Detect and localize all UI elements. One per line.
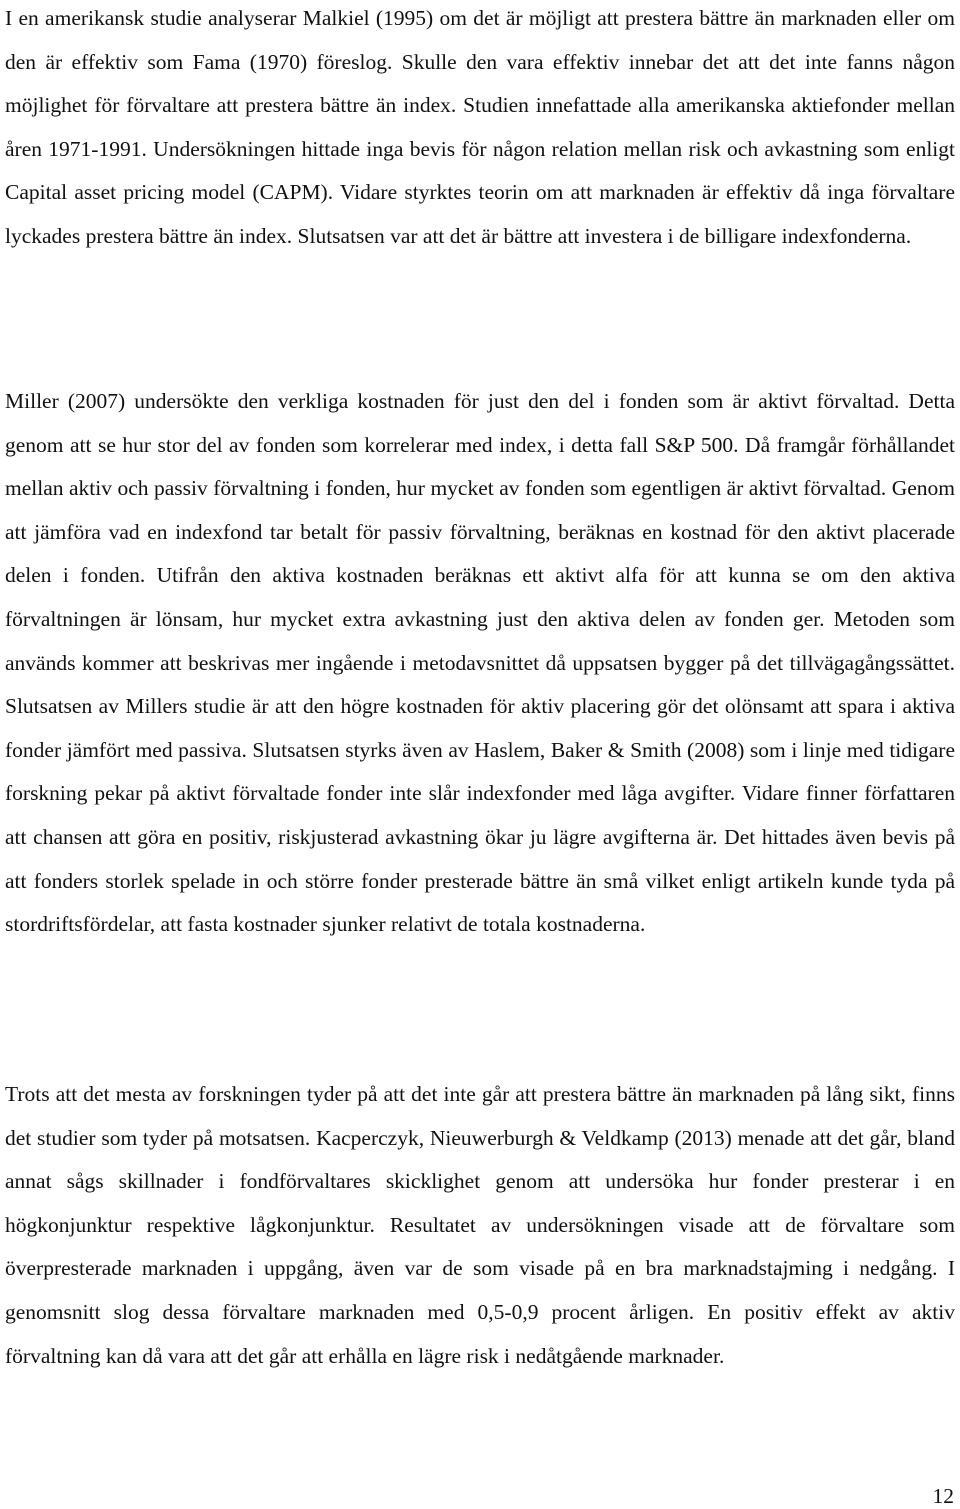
paragraph-miller-study: Miller (2007) undersökte den verkliga kostnaden för just den del i fonden som är aktivt förvaltad. Detta genom att se hur stor del av fonden som korrelerar med index, i detta fall S&P 500. Då framgår förhållandet mellan aktiv och passiv förvaltning i fonden, hur mycket av fonden som egentligen är aktivt förvaltad. Genom att jämföra vad en indexfond tar betalt för passiv förvaltning, beräknas en kostnad för den aktivt placerade delen i fonden. Utifrån den aktiva kostnaden beräknas ett aktivt alfa för att kunna se om den aktiva förvaltningen är lönsam, hur mycket extra avkastning just den aktiva delen av fonden ger. Metoden som används kommer att beskrivas mer ingående i metodavsnittet då uppsatsen bygger på det tillvägagångssättet. Slutsatsen av Millers studie är att den högre kostnaden för aktiv placering gör det olönsamt att spara i aktiva fonder jämfört med passiva. Slutsatsen styrks även av Haslem, Baker & Smith (2008) som i linje med tidigare forskning pekar på aktivt förvaltade fonder inte slår indexfonder med låga avgifter. Vidare finner författaren att chansen att göra en positiv, riskjusterad avkastning ökar ju lägre avgifterna är. Det hittades även bevis på att fonders storlek spelade in och större fonder presterade bättre än små vilket enligt artikeln kunde tyda på stordriftsfördelar, att fasta kostnader sjunker relativt de totala kostnaderna. <box>5 389 955 937</box>
page-number: 12 <box>932 1484 954 1508</box>
paragraph-kacperczyk-study: Trots att det mesta av forskningen tyder på att det inte går att prestera bättre än marknaden på lång sikt, finns det studier som tyder på motsatsen. Kacperczyk, Nieuwerburgh & Veldkamp (2013) menade att det går, bland annat sågs skillnader i fondförvaltares skicklighet genom att undersöka hur fonder presterar i en högkonjunktur respektive lågkonjunktur. Resultatet av undersökningen visade att de förvaltare som överpresterade marknaden i uppgång, även var de som visade på en bra marknadstajming i nedgång. I genomsnitt slog dessa förvaltare marknaden med 0,5-0,9 procent årligen. En positiv effekt av aktiv förvaltning kan då vara att det går att erhålla en lägre risk i nedåtgående marknader. <box>5 1082 955 1368</box>
paragraph-malkiel-study: I en amerikansk studie analyserar Malkiel (1995) om det är möjligt att prestera bättre än marknaden eller om den är effektiv som Fama (1970) föreslog. Skulle den vara effektiv innebar det att det inte fanns någon möjlighet för förvaltare att prestera bättre än index. Studien innefattade alla amerikanska aktiefonder mellan åren 1971-1991. Undersökningen hittade inga bevis för någon relation mellan risk och avkastning som enligt Capital asset pricing model (CAPM). Vidare styrktes teorin om att marknaden är effektiv då inga förvaltare lyckades prestera bättre än index. Slutsatsen var att det är bättre att investera i de billigare indexfonderna. <box>5 6 955 248</box>
